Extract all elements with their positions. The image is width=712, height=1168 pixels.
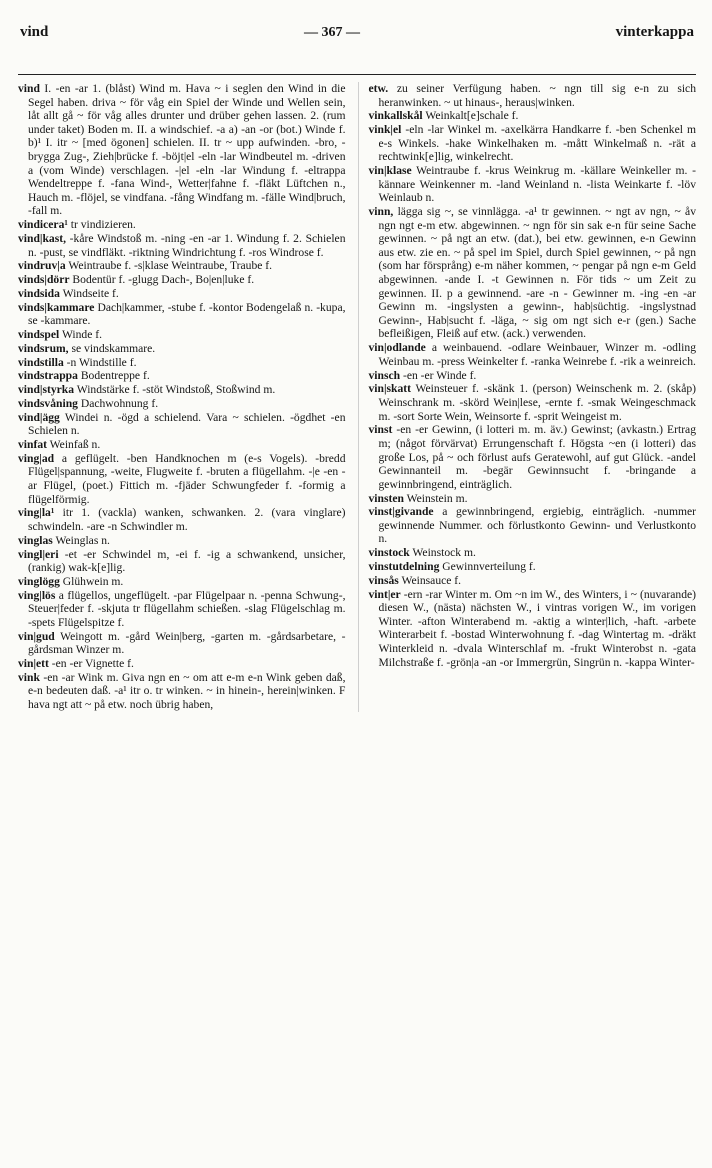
- dictionary-entry: vinglögg Glühwein m.: [18, 574, 124, 588]
- headword: vindstilla: [18, 355, 64, 369]
- headword: vinsten: [368, 491, 404, 505]
- columns: [18, 82, 696, 712]
- dictionary-entry: vinsten Weinstein m.: [368, 491, 468, 505]
- headword: ving|ad: [18, 451, 55, 465]
- headword: ving|lös: [18, 588, 56, 602]
- dictionary-entry: vinstutdelning Gewinnverteilung f.: [368, 560, 536, 574]
- left-guide-word: vind: [20, 24, 49, 40]
- headword: vinsås: [368, 573, 399, 587]
- headword: vinds|kammare: [18, 300, 95, 314]
- headword: vink: [18, 670, 40, 684]
- dictionary-entry: vin|skatt Weinsteuer f. -skänk 1. (person) Weinschenk m. 2. (skåp) Weinschrank m. -skörd Wein|lese, -ernte f. -smak Weingeschmack m. -sort Sorte Wein, Weinsorte f. -sprit Weingeist m.: [368, 382, 696, 423]
- headword: vint|er: [368, 587, 401, 601]
- headword: vin|gud: [18, 629, 55, 643]
- headword: vin|ett: [18, 657, 49, 671]
- headword: vinst: [368, 423, 393, 437]
- dictionary-entry: vink -en -ar Wink m. Giva ngn en ~ om att e-m e-n Wink geben daß, e-n bedeuten daß. -a¹ itr o. tr winken. ~ in hinein-, herein|winken. F hava ngt att ~ på etw. noch übrig haben,: [18, 670, 346, 712]
- headword: vindstrappa: [18, 369, 78, 383]
- dictionary-entry: vinds|dörr Bodentür f. -glugg Dach-, Bo|en|luke f.: [18, 273, 255, 287]
- dictionary-entry: vinfat Weinfaß n.: [18, 438, 101, 452]
- dictionary-entry: vinst -en -er Gewinn, (i lotteri m. m. äv.) Gewinst; (avkastn.) Ertrag m; (något förvärvat) Errungenschaft f. Högsta ~en (i lotteri) das große Los, på ~ och förlust aufs Geratewohl, auf gut Glück. -andel Gewinnanteil m. -begär Gewinnsucht f. -bringande a gewinnbringend, einträglich.: [368, 423, 696, 491]
- dictionary-entry: etw. zu seiner Verfügung haben. ~ ngn till sig e-n zu sich heranwinken. ~ ut hinaus-, heraus|winken.: [368, 82, 696, 109]
- dictionary-entry: vingl|eri -et -er Schwindel m, -ei f. -ig a schwankend, unsicher, (rankig) wak-k[e]lig.: [18, 547, 346, 575]
- headword: vind|kast,: [18, 231, 66, 245]
- headword: vingl|eri: [18, 547, 59, 561]
- headword: vind|ägg: [18, 410, 60, 424]
- headword: vindicera¹: [18, 218, 68, 232]
- dictionary-entry: vinkallskål Weinkalt[e]schale f.: [368, 109, 519, 123]
- headword: vind|styrka: [18, 383, 75, 397]
- dictionary-entry: vink|el -eln -lar Winkel m. -axelkärra Handkarre f. -ben Schenkel m e-s Winkels. -hake Winkelhaken m. -mått Winkelmaß n. -rät a rechtwink[e]lig, winkelrecht.: [368, 123, 696, 164]
- dictionary-entry: vindstilla -n Windstille f.: [18, 355, 137, 369]
- headword: vindsrum,: [18, 341, 69, 355]
- headword: vinsch: [368, 368, 401, 382]
- dictionary-entry: vinsch -en -er Winde f.: [368, 368, 477, 382]
- headword: etw.: [368, 82, 389, 95]
- dictionary-entry: vinsås Weinsauce f.: [368, 573, 462, 587]
- headword: vinfat: [18, 438, 47, 452]
- dictionary-entry: vind|ägg Windei n. -ögd a schielend. Vara ~ schielen. -ögdhet -en Schielen n.: [18, 410, 346, 438]
- right-column: [358, 82, 697, 712]
- dictionary-entry: vin|odlande a weinbauend. -odlare Weinbauer, Winzer m. -odling Weinbau m. -press Weinkelter f. -ranka Weinrebe f. -rik a weinreich.: [368, 341, 696, 368]
- headword: vin|odlande: [368, 341, 426, 355]
- dictionary-entry: vinstock Weinstock m.: [368, 546, 476, 560]
- dictionary-entry: vinds|kammare Dach|kammer, -stube f. -kontor Bodengelaß n. -kupa, se -kammare.: [18, 300, 346, 328]
- headword: vind: [18, 82, 40, 95]
- headword: vinstutdelning: [368, 560, 440, 574]
- headword: vinglas: [18, 533, 53, 547]
- dictionary-entry: vindruv|a Weintraube f. -s|klase Weintraube, Traube f.: [18, 259, 273, 273]
- page-header: [18, 24, 696, 74]
- headword: vindsida: [18, 286, 60, 300]
- headword: vinn,: [368, 205, 394, 219]
- dictionary-entry: vindsrum, se vindskammare.: [18, 341, 156, 355]
- headword: vindspel: [18, 328, 60, 341]
- headword: vin|skatt: [368, 382, 411, 396]
- dictionary-entry: ving|ad a geflügelt. -ben Handknochen m (e-s Vogels). -bredd Flügel|spannung, -weite, Flugweite f. -bruten a flügellahm. -|e -en -ar Flügel, (poet.) Fittich m. -fjäder Schwungfeder f. -formig a flügelförmig.: [18, 451, 346, 506]
- headword: vinkallskål: [368, 109, 423, 123]
- dictionary-entry: vinglas Weinglas n.: [18, 533, 110, 547]
- headword: vin|klase: [368, 164, 412, 178]
- dictionary-entry: vindsida Windseite f.: [18, 286, 119, 300]
- page-number: — 367 —: [304, 25, 360, 40]
- dictionary-entry: vin|klase Weintraube f. -krus Weinkrug m. -källare Weinkeller m. -kännare Weinkenner m. -land Weinland n. -lista Weinkarte f. -löv Weinlaub n.: [368, 164, 696, 205]
- headword: ving|la¹: [18, 506, 55, 520]
- dictionary-entry: vindsvåning Dachwohnung f.: [18, 396, 159, 410]
- dictionary-entry: vindstrappa Bodentreppe f.: [18, 369, 150, 383]
- dictionary-entry: vinn, lägga sig ~, se vinnlägga. -a¹ tr gewinnen. ~ ngt av ngn, ~ åv ngn ngt e-m etw. abgewinnen. ~ ngn för sin sak e-n für seine Sache gewinnen. ~ på ngt an etw. (dat.), bei etw. gewinnen, e-n Gewinn aus etw. zie en. ~ på spel im Spiel, durch Spiel gewinnen, ~ på ngn (som har försprång) e-m näher kommen, ~ pengar på ngn e-m Geld abgewinnen. -ande I. -t Gewinnen n. För tids ~ um Zeit zu gewinnen. II. p a gewinnend. -are -n - Gewinner m. -ing -en -ar Gewinn m. -ingslysten a gewinn-, hab|süchtig. -ingslystnad Gewinn-, Hab|sucht f. -läga, ~ sig om ngt sich e-r (gen.) Sache befleißigen, Fleiß auf etw. (ack.) verwenden.: [368, 205, 696, 341]
- headword: vinst|givande: [368, 505, 434, 519]
- header-rule: [18, 74, 696, 75]
- headword: vindsvåning: [18, 396, 78, 410]
- dictionary-entry: ving|la¹ itr 1. (vackla) wanken, schwanken. 2. (vara vinglare) schwindeln. -are -n Schwindler m.: [18, 506, 346, 533]
- headword: vinstock: [368, 546, 410, 560]
- dictionary-entry: vinst|givande a gewinnbringend, ergiebig, einträglich. -nummer gewinnende Nummer. och förlustkonto Gewinn- und Verlustkonto n.: [368, 505, 696, 546]
- right-guide-word: vinterkappa: [615, 24, 694, 40]
- headword: vinds|dörr: [18, 273, 70, 287]
- headword: vink|el: [368, 123, 402, 137]
- dictionary-entry: ving|lös a flügellos, ungeflügelt. -par Flügelpaar n. -penna Schwung-, Steuer|feder f. -skjuta tr flügellahm schießen. -slag Flügelschlag m. -spets Flügelspitze f.: [18, 588, 346, 629]
- left-column: [18, 82, 346, 712]
- dictionary-entry: vind I. -en -ar 1. (blåst) Wind m. Hava ~ i seglen den Wind in die Segel haben. driva ~ för våg ein Spiel der Winde und Wellen sein, låt allt gå ~ för våg alles drunter und drüber gehen lassen. 2. (rum under taket) Boden m. II. a windschief. -a a) -an -or (bot.) Winde f. b)¹ I. itr ~ [med ögonen] schielen. II. tr ~ upp aufwinden. -bro, -brygga Zug-, Zieh|brücke f. -böjt|el -eln -lar Windbeutel m. -driven a (vom Winde) verschlagen. -|el -eln -lar Windung f. -eltrappa Wendeltreppe f. -fana Wind-, Wetter|fahne f. -fläkt Lüftchen n., Hauch m. -flöjel, se vindfana. -fång Windfang m. -fälle Wind|bruch, -fall m.: [18, 82, 346, 218]
- dictionary-entry: vindicera¹ tr vindizieren.: [18, 218, 136, 232]
- dictionary-entry: vin|ett -en -er Vignette f.: [18, 657, 134, 671]
- dictionary-entry: vind|kast, -kåre Windstoß m. -ning -en -ar 1. Windung f. 2. Schielen n. -pust, se vindfläkt. -riktning Windrichtung f. -ros Windrose f.: [18, 231, 346, 259]
- dictionary-entry: vind|styrka Windstärke f. -stöt Windstoß, Stoßwind m.: [18, 383, 276, 397]
- dictionary-entry: vindspel Winde f.: [18, 328, 103, 341]
- headword: vindruv|a: [18, 259, 66, 273]
- dictionary-entry: vint|er -ern -rar Winter m. Om ~n im W., des Winters, i ~ (nuvarande) diesen W., (nästa) nächsten W., i vintras vorigen W., im vorigen Winter. -afton Winterabend m. -aktig a winter|lich, -haft. -arbete Winterarbeit f. -bostad Winterwohnung f. -dag Wintertag m. -dräkt Winterkleid n. -dvala Winterschlaf m. -frukt Winterobst n. -gata Milchstraße f. -grön|a -an -or Immergrün, Singrün n. -kappa Winter-: [368, 587, 696, 669]
- dictionary-entry: vin|gud Weingott m. -gård Wein|berg, -garten m. -gårdsarbetare, -gårdsman Winzer m.: [18, 629, 346, 657]
- headword: vinglögg: [18, 574, 60, 588]
